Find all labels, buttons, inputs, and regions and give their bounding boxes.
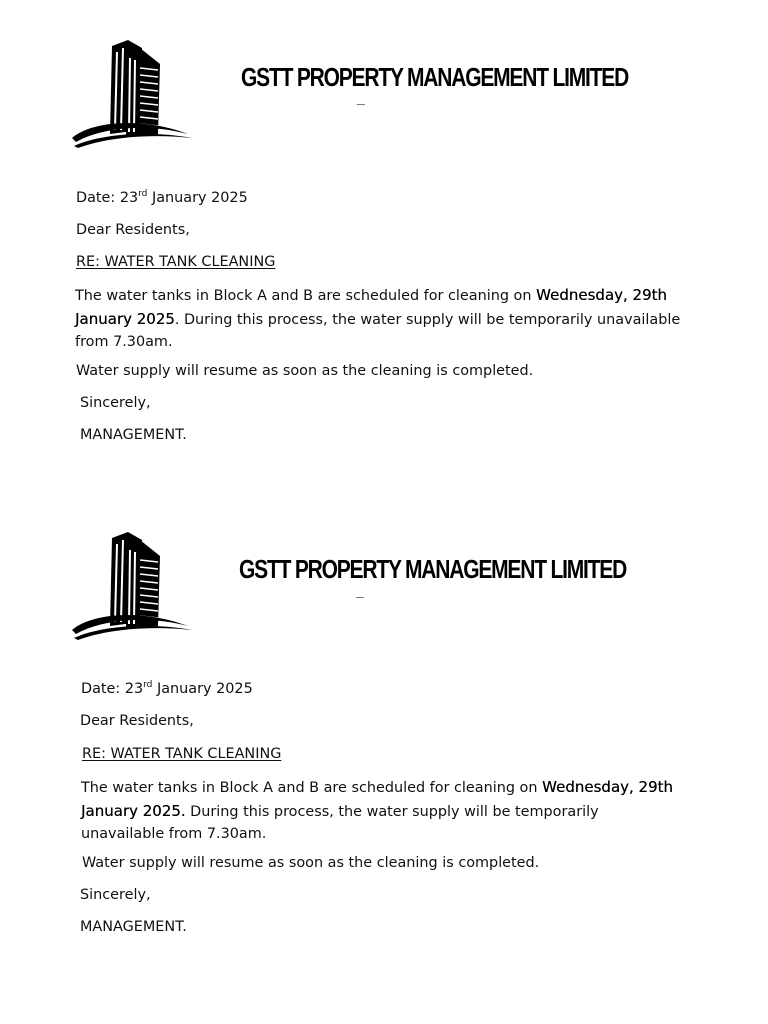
greeting: Dear Residents, [76, 222, 190, 238]
date-prefix: Date: 23 [76, 190, 139, 206]
body-paragraph-1 [81, 776, 701, 846]
notice-2 [0, 492, 768, 982]
closing: Sincerely, [80, 395, 151, 411]
cleaning-date-bold: Wednesday, 29th [536, 286, 667, 304]
body-paragraph-1 [75, 284, 695, 354]
office-building-icon [70, 38, 195, 153]
company-name: GSTT PROPERTY MANAGEMENT LIMITED [239, 556, 627, 585]
signature: MANAGEMENT. [80, 427, 187, 443]
subject-line: RE: WATER TANK CLEANING [76, 254, 276, 270]
company-name: GSTT PROPERTY MANAGEMENT LIMITED [241, 64, 629, 93]
date-ordinal: rd [138, 189, 148, 199]
cleaning-date-bold: January 2025 [75, 309, 175, 328]
body-text: unavailable from 7.30am. [81, 826, 267, 842]
body-paragraph-2: Water supply will resume as soon as the cleaning is completed. [76, 363, 534, 379]
body-text: from 7.30am. [75, 334, 173, 350]
body-text: The water tanks in Block A and B are scheduled for cleaning on [75, 288, 537, 304]
cleaning-date-bold: Wednesday, 29th [542, 778, 673, 796]
date-ordinal: rd [143, 680, 153, 690]
notice-1 [0, 0, 768, 490]
letter-date [81, 678, 253, 700]
cleaning-date-bold: January 2025. [81, 801, 186, 820]
greeting: Dear Residents, [80, 713, 194, 729]
date-rest: January 2025 [152, 681, 253, 697]
date-prefix: Date: 23 [81, 681, 144, 697]
body-text: . During this process, the water supply will be temporarily unavailable [174, 311, 681, 328]
body-paragraph-2: Water supply will resume as soon as the cleaning is completed. [82, 855, 540, 871]
date-rest: January 2025 [147, 190, 248, 206]
header-dash: _ [357, 90, 365, 106]
office-building-icon [70, 530, 195, 645]
body-text: The water tanks in Block A and B are scheduled for cleaning on [81, 780, 543, 796]
letter-date [76, 187, 248, 209]
signature: MANAGEMENT. [80, 919, 187, 935]
header-dash: _ [356, 583, 364, 599]
body-text: During this process, the water supply will be temporarily [185, 803, 599, 820]
closing: Sincerely, [80, 887, 151, 903]
subject-line: RE: WATER TANK CLEANING [82, 746, 282, 762]
